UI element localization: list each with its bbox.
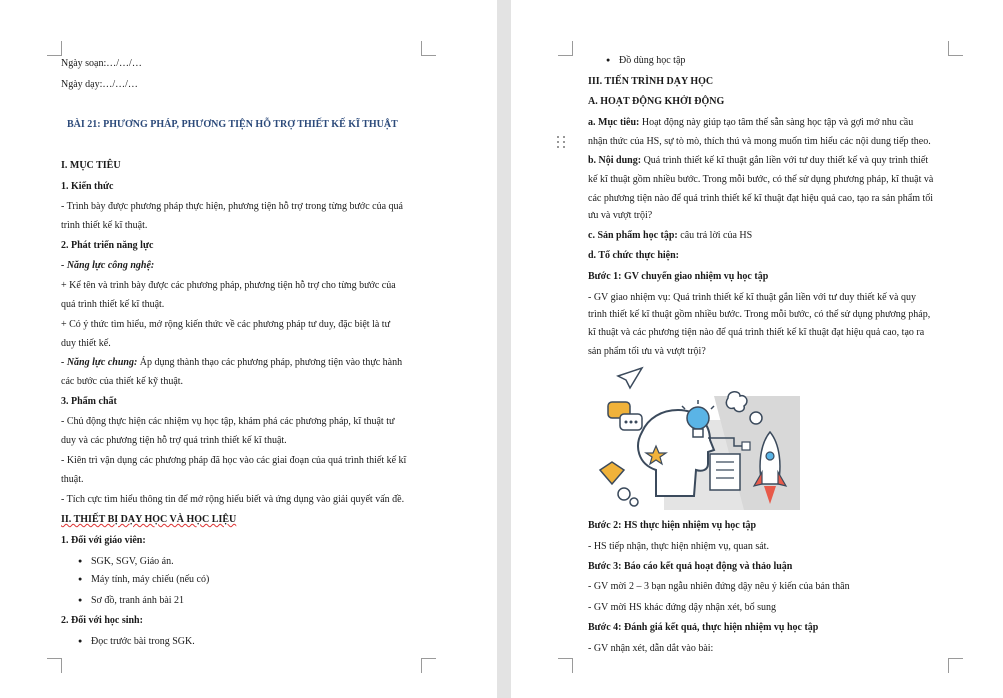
date-taught: Ngày dạy:…/…/…	[61, 79, 138, 90]
crop-mark-top-right	[421, 41, 436, 56]
paragraph-line: trình thiết kế kĩ thuật.	[61, 220, 148, 231]
page-gap	[497, 0, 511, 698]
lesson-title: BÀI 21: PHƯƠNG PHÁP, PHƯƠNG TIỆN HỖ TRỢ THIẾT KẾ KĨ THUẬT	[67, 119, 398, 130]
crop-mark-top-right	[948, 41, 963, 56]
label-content: b. Nội dung:	[588, 155, 642, 166]
heading-competence: 2. Phát triển năng lực	[61, 240, 154, 251]
paragraph-line: - GV mời HS khác đứng dậy nhận xét, bổ sung	[588, 602, 777, 613]
paragraph-line: - HS tiếp nhận, thực hiện nhiệm vụ, quan sát.	[588, 541, 769, 552]
paragraph-line: quá trình thiết kế kĩ thuật.	[61, 299, 165, 310]
subheading-tech-competence: - Năng lực công nghệ:	[61, 260, 155, 271]
list-item: ● Đọc trước bài trong SGK.	[91, 635, 195, 648]
paragraph-line: thuật.	[61, 474, 84, 485]
paragraph-line: nhận thức của HS, sự tò mò, thích thú và mong muốn tìm hiểu các nội dung tiếp theo.	[588, 136, 931, 147]
paragraph-line: ưu và vượt trội?	[588, 210, 653, 221]
paragraph-line: kĩ thuật và các phương tiện nào để quá trình thiết kế kĩ thuật đạt hiệu quả cao, tạo ra	[588, 327, 925, 338]
paragraph-line: sản phẩm tối ưu và vượt trội?	[588, 346, 706, 357]
heading-for-teacher: 1. Đối với giáo viên:	[61, 535, 146, 546]
list-item: ● Đồ dùng học tập	[619, 54, 685, 67]
content-line	[588, 154, 928, 167]
label-organization: d. Tổ chức thực hiện:	[588, 250, 679, 261]
paragraph-line: các bước của thiết kế kỹ thuật.	[61, 376, 184, 387]
paragraph-line: - GV mời 2 – 3 bạn ngẫu nhiên đứng dậy nêu ý kiến của bản thân	[588, 581, 850, 592]
paragraph-line: các phương tiện nào để quá trình thiết kế kĩ thuật đạt hiệu quả cao, tạo ra sản phẩm tối	[588, 193, 934, 204]
general-competence-line	[61, 356, 402, 369]
paragraph-line: - GV giao nhiệm vụ: Quá trình thiết kế kĩ thuật gắn liền với tư duy thiết kế và quy	[588, 292, 916, 303]
drag-handle-icon[interactable]	[557, 136, 567, 150]
objective-line	[588, 116, 913, 129]
crop-mark-top-left	[558, 41, 573, 56]
page-left	[0, 0, 497, 698]
label-product: c. Sản phẩm học tập:	[588, 230, 678, 241]
step-1-heading: Bước 1: GV chuyển giao nhiệm vụ học tập	[588, 271, 769, 282]
heading-knowledge: 1. Kiến thức	[61, 181, 114, 192]
heading-objectives: I. MỤC TIÊU	[61, 160, 121, 171]
paragraph-line: - Chủ động thực hiện các nhiệm vụ học tập, khám phá các phương pháp, kĩ thuật tư	[61, 416, 395, 427]
heading-qualities: 3. Phẩm chất	[61, 396, 117, 407]
paragraph-line: duy thiết kế.	[61, 338, 111, 349]
step-2-heading: Bước 2: HS thực hiện nhiệm vụ học tập	[588, 520, 757, 531]
paragraph-line: + Có ý thức tìm hiểu, mở rộng kiến thức về các phương pháp tư duy, đặc biệt là tư	[61, 319, 390, 330]
date-prepared: Ngày soạn:…/…/…	[61, 58, 142, 69]
list-item: ● Sơ đồ, tranh ảnh bài 21	[91, 594, 184, 607]
paragraph-line: duy và các phương tiện hỗ trợ quá trình thiết kế kĩ thuật.	[61, 435, 287, 446]
heading-process: III. TIẾN TRÌNH DẠY HỌC	[588, 76, 714, 87]
design-thinking-illustration	[594, 366, 800, 514]
paragraph-line: - Tích cực tìm hiểu thông tin để mở rộng hiểu biết và ứng dụng vào giải quyết vấn đề.	[61, 494, 405, 505]
paragraph-text: Hoạt động này giúp tạo tâm thế sẵn sàng học tập và gợi mở nhu cầu	[641, 117, 914, 128]
label-objective: a. Mục tiêu:	[588, 117, 640, 128]
crop-mark-bottom-left	[558, 658, 573, 673]
heading-for-student: 2. Đối với học sinh:	[61, 615, 143, 626]
list-item: ● Máy tính, máy chiếu (nếu có)	[91, 573, 209, 586]
paragraph-line: + Kể tên và trình bày được các phương pháp, phương tiện hỗ trợ cho từng bước của	[61, 280, 396, 291]
subheading-general-competence: - Năng lực chung:	[61, 357, 138, 368]
step-3-heading: Bước 3: Báo cáo kết quả hoạt động và thảo luận	[588, 561, 793, 572]
heading-warmup: A. HOẠT ĐỘNG KHỞI ĐỘNG	[588, 96, 725, 107]
list-item: ● SGK, SGV, Giáo án.	[91, 555, 174, 568]
paragraph-line: - GV nhận xét, dẫn dắt vào bài:	[588, 643, 714, 654]
crop-mark-top-left	[47, 41, 62, 56]
paragraph-line: - Trình bày được phương pháp thực hiện, phương tiện hỗ trợ trong từng bước của quá	[61, 201, 403, 212]
crop-mark-bottom-left	[47, 658, 62, 673]
product-line	[588, 229, 752, 242]
step-4-heading: Bước 4: Đánh giá kết quả, thực hiện nhiệm vụ học tập	[588, 622, 819, 633]
paragraph-line: kế kĩ thuật gồm nhiều bước. Trong mỗi bước, có thể sử dụng phương pháp, kĩ thuật và	[588, 174, 934, 185]
crop-mark-bottom-right	[421, 658, 436, 673]
paragraph-text: Áp dụng thành thạo các phương pháp, phương tiện vào thực hành	[139, 357, 403, 368]
heading-equipment: II. THIẾT BỊ DẠY HỌC VÀ HỌC LIỆU	[61, 514, 237, 525]
paragraph-text: câu trả lời của HS	[680, 230, 753, 241]
crop-mark-bottom-right	[948, 658, 963, 673]
paragraph-text: Quá trình thiết kế kĩ thuật gắn liền với tư duy thiết kế và quy trình thiết	[643, 155, 929, 166]
paragraph-line: - Kiên trì vận dụng các phương pháp đã học vào các giai đoạn của quá trình thiết kế kĩ	[61, 455, 407, 466]
paragraph-line: trình thiết kế kĩ thuật gồm nhiều bước. Trong mỗi bước, có thể sử dụng phương pháp,	[588, 309, 931, 320]
page-right	[511, 0, 1003, 698]
